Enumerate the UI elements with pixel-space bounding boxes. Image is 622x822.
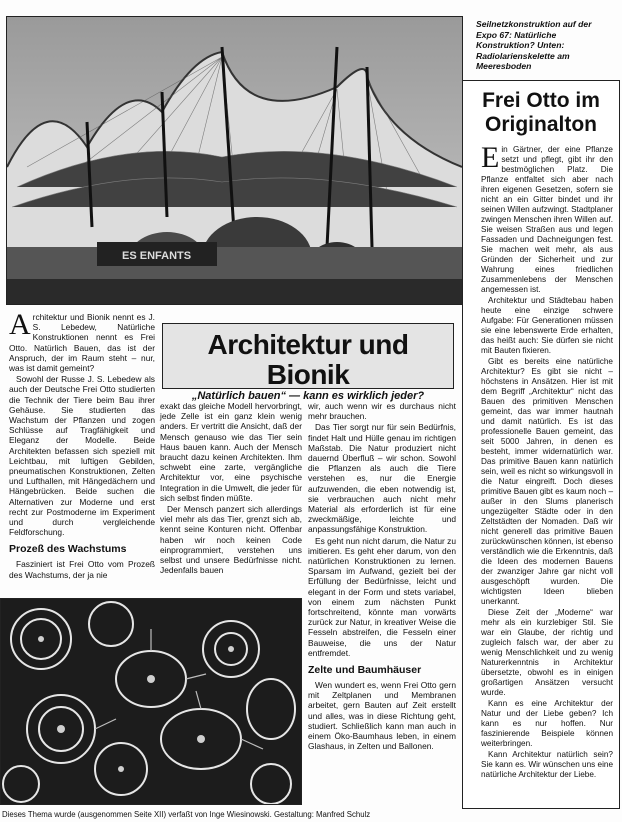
sidebar-paragraph: Architektur und Städtebau haben heute eine einzige schwere Aufgabe: Für Generationen müssen sie eine lebenswerte Erde erhalten, das heißt auch: Sie dürfen sie nicht mit Bauten fixieren. xyxy=(481,296,613,355)
sidebar-dropcap: E xyxy=(481,141,500,174)
article-paragraph: wir, auch wenn wir es durchaus nicht mehr brauchen. xyxy=(308,401,456,422)
article-column-2 xyxy=(160,401,302,576)
sidebar-paragraph: Gibt es bereits eine natürliche Architektur? Es gibt sie nicht – höchstens in Ansätzen. Hier ist mit dem Begriff „Architektur“ nicht das Bauen des primitiven Menschen gemeint, das war immer hautnah und damit natürlich. Es ist das professionelle Bauen gemeint, das seit 5000 Jahren, in denen es besteht, immer widernatürlich war. Das primitive Bauen kann natürlich sein, weil es nicht so wirkungsvoll in die Natur eingreift. Doch dieses primitive Bauen gibt es kaum noch – außer in den Slums planerisch ungezügelter Städte oder in den Zeltstädten der Nomaden. Daß wir nicht generell das primitive Bauen zurückwünschen können, ist ebenso verständlich wie die Erkenntnis, daß die Ideen des modernen Bauens der zwanziger Jahre gar nicht voll ausgeschöpft wurden. Die wichtigsten Ideen blieben unerkannt. xyxy=(481,357,613,606)
article-paragraph: exakt das gleiche Modell hervorbringt, jede Zelle ist ein ganz klein wenig anders. Er vertritt die Ansicht, daß der Mensch genauso wie das Tier sein Haus bauen kann. Auch der Mensch braucht dazu keinen Architekten. Ihm schwebt eine zarte, vergängliche Architektur vor, eine psychische Integration in die Umwelt, die jeder für sich selbst finden müßte. xyxy=(160,401,302,503)
subheading-zelte: Zelte und Baumhäuser xyxy=(308,664,422,677)
sidebar-paragraph: Diese Zeit der „Moderne“ war mehr als ein kurzlebiger Stil. Sie war ein Glaube, der richtig und zugleich falsch war, der aber zu wenig Menschlichkeit und zu wenig Naturerkenntnis in Architektur übersetzte, obwohl es in einigen großartigen Ansätzen versucht wurde. xyxy=(481,608,613,697)
photo-caption: Seilnetzkonstruktion auf der Expo 67: Natürliche Konstruktion? Unten: Radiolarienskelette am Meeresboden xyxy=(476,19,592,71)
headline-box xyxy=(162,323,454,402)
sidebar-paragraph: Kann es eine Architektur der Natur und der Liebe geben? Ich kann es nur hoffen. Nur faszinierende Beispiele können weiterbringen. xyxy=(481,699,613,748)
article-paragraph: Das Tier sorgt nur für sein Bedürfnis, findet Halt und Hülle genau im richtigen Maßstab. Die Natur produziert nicht dauernd Überfluß – wir schon. Sowohl die Pflanzen als auch die Tiere verstehen es, nur die Energie aufzuwenden, die eben notwendig ist, sie verbrauchen auch nicht mehr Material als erforderlich ist für eine zweckmäßige, leichte und anpassungsfähige Konstruktion. xyxy=(308,422,456,535)
article-column-1 xyxy=(9,308,155,581)
sidebar-box xyxy=(462,80,620,809)
article-column-3 xyxy=(308,401,456,753)
article-paragraph: Wen wundert es, wenn Frei Otto gern mit Zeltplanen und Membranen arbeitet, gern Bauten auf Zeit erstellt und alles, was in diese Richtung geht, studiert. Schließlich kann man auch in einem Öko-Baumhaus leben, in einem Glashaus, in Zelten und Ballonen. xyxy=(308,680,456,752)
article-paragraph: Fasziniert ist Frei Otto vom Prozeß des Wachstums, der ja nie xyxy=(9,559,155,580)
sidebar-text xyxy=(463,141,619,780)
article-paragraph: Der Mensch panzert sich allerdings viel mehr als das Tier, grenzt sich ab, kennt seine Konturen nicht. Offenbar haben wir noch keinen Code einprogrammiert, verstehen uns selbst und unsere Bedürfnisse nicht. Jedenfalls bauen xyxy=(160,504,302,576)
headline-title: Architektur und Bionik xyxy=(207,329,409,390)
article-dropcap: A xyxy=(9,308,31,341)
subheading-wachstum: Prozeß des Wachstums xyxy=(9,543,127,556)
svg-text:ES ENFANTS: ES ENFANTS xyxy=(122,250,192,262)
footer-credit: Dieses Thema wurde (ausgenommen Seite XII) verfaßt von Inge Wiesinowski. Gestaltung: Manfred Schulz xyxy=(2,810,371,819)
sidebar-lead: in Gärtner, der eine Pflanze setzt und pflegt, gibt ihr den bestmöglichen Platz. Die Pflanze entfaltet sich aber nach ihren eigenen Gesetzen, sofern sie nicht an ein Gitter bindet und ihr seinen Willen aufzwingt. Stadtplaner zwingen Menschen ihren Willen auf. Sie weisen Straßen aus und legen Fassaden und Dachneigungen fest. Sie machen weit mehr, als aus Gründen der Sicherheit und zur Wahrung eines friedlichen Zusammenlebens der Menschen angemessen ist. xyxy=(481,145,613,294)
article-lead: rchitektur und Bionik nennt es J. S. Lebedew, Natürliche Konstruktionen nennt es Frei Otto. Natürlich Bauen, das ist der Anspruch, der im Raum steht – nur, was ist damit gemeint? xyxy=(9,312,155,374)
headline-subtitle: „Natürlich bauen“ — kann es wirklich jeder? xyxy=(191,390,425,402)
sidebar-title: Frei Otto im Originalton xyxy=(482,89,600,136)
expo67-tent-photo xyxy=(6,16,463,305)
article-paragraph: Sowohl der Russe J. S. Lebedew als auch der Deutsche Frei Otto studierten die Technik der Tiere beim Bau ihrer Gehäuse. Sie studierten das Wachstum der Pflanzen und zogen Schlüsse auf Tragfähigkeit und Eleganz der Modelle. Beide Architekten befassen sich speziell mit Leichtbau, mit luftigen Gebilden, pneumatischen Konstruktionen, Zelten und Lufthallen, mit Hängedächern und Hängebrücken. Beide suchen die Alternativen zur Moderne und erst recht zur Postmoderne im Experiment und durch vergleichende Feldforschung. xyxy=(9,374,155,538)
sidebar-paragraph: Kann Architektur natürlich sein? Sie kann es. Wir wünschen uns eine natürliche Architektur der Liebe. xyxy=(481,750,613,779)
radiolarian-photo xyxy=(0,598,302,805)
article-paragraph: Es geht nun nicht darum, die Natur zu imitieren. Es geht eher darum, von den natürlichen Konstruktionen zu lernen. Sparsam im Aufwand, gezielt bei der Erfüllung der Bedürfnisse, leicht und elegant in der Form und stets variabel, von einem zum nächsten Punkt fortschreitend, könnte man vorwärts zurück zur Natur, in kreativer Weise die Fesseln abstreifen, die Fesseln einer Bauweise, die uns der Natur entfremdet. xyxy=(308,535,456,658)
